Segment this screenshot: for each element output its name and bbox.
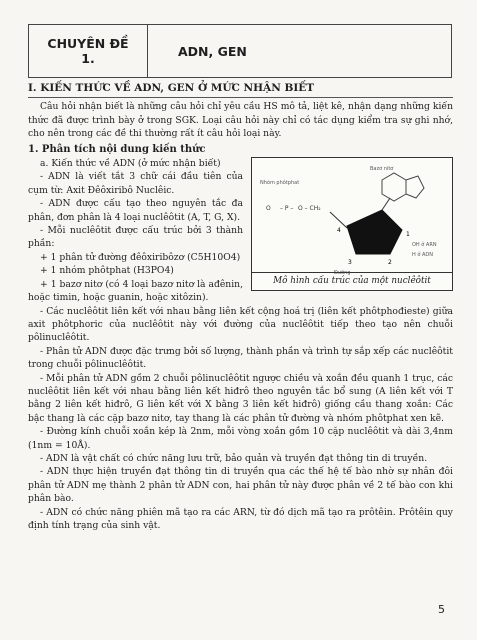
label-sugar: Đường: [334, 270, 351, 277]
label-oh: OH ở ARN: [412, 242, 437, 249]
line-6: + 1 bazơ nitơ (có 4 loại bazơ nitơ là ađênin, hoặc timin, hoặc guanin, hoặc xitôzin).: [28, 278, 243, 304]
chapter-title: ADN, GEN: [178, 43, 247, 59]
svg-text:4: 4: [337, 227, 341, 235]
line-2: - ADN được cấu tạo theo nguyên tắc đa phân, đơn phân là 4 loại nuclêôtit (A, T, G, X).: [28, 198, 243, 223]
section-title: I. KIẾN THỨC VỀ ADN, GEN Ở MỨC NHẬN BIẾT: [28, 82, 453, 98]
svg-text:3: 3: [348, 259, 352, 267]
nucleotide-figure: [251, 157, 453, 291]
topic-box: [29, 25, 148, 77]
subsection-a: a. Kiến thức về ADN (ở mức nhận biết): [40, 158, 221, 170]
intro-paragraph: Câu hỏi nhận biết là những câu hỏi chỉ yêu cầu HS mô tả, liệt kê, nhận dạng những kiến thức đã được trình bày ở trong SGK. Loại câu hỏi này chỉ có tác dụng kiểm tra sự ghi nhớ, cho nên trong các đề thi thường rất ít câu hỏi loại này.: [28, 101, 453, 140]
line-12: - ADN thực hiện truyền đạt thông tin di truyền qua các thế hệ tế bào nhờ sự nhân đôi phân tử ADN mẹ thành 2 phân tử ADN con, hai phân tử này được phân về 2 tế bào con khi phân bào.: [28, 466, 453, 505]
chapter-header: [28, 24, 452, 78]
svg-text:O: O: [266, 205, 271, 213]
svg-text:– P –: – P –: [280, 205, 294, 213]
line-11: - ADN là vật chất có chức năng lưu trữ, bảo quản và truyền đạt thông tin di truyền.: [40, 452, 428, 464]
line-5: + 1 nhóm phôtphat (H3PO4): [40, 265, 174, 277]
svg-text:O – CH₂: O – CH₂: [298, 205, 321, 213]
label-phosphate: Nhóm phôtphat: [260, 180, 300, 187]
line-7: - Các nuclêôtit liên kết với nhau bằng liên kết cộng hoá trị (liên kết phôtphođieste) giữa axit phôtphoric của nuclêôtit này với đường của nuclêôtit tiếp theo tạo nên chuỗi pôlinuclêôtit.: [28, 305, 453, 344]
line-1: - ADN là viết tắt 3 chữ cái đầu tiên của cụm từ: Axit Đêôxiribô Nuclêic.: [28, 171, 243, 196]
svg-text:2: 2: [388, 259, 392, 267]
topic-label: CHUYÊN ĐỀ: [47, 36, 129, 51]
line-3: - Mỗi nuclêôtit được cấu trúc bởi 3 thành phần:: [28, 225, 243, 250]
svg-text:1: 1: [406, 231, 410, 239]
line-13: - ADN có chức năng phiên mã tạo ra các ARN, từ đó dịch mã tạo ra prôtêin. Prôtêin quy định tính trạng của sinh vật.: [28, 506, 453, 531]
page-number: 5: [438, 603, 445, 616]
subsection-title: 1. Phân tích nội dung kiến thức: [28, 143, 206, 155]
topic-number: 1.: [81, 51, 95, 66]
label-h: H ở ADN: [412, 252, 434, 259]
line-4: + 1 phân tử đường đêôxiribôzơ (C5H10O4): [40, 251, 241, 263]
label-base: Bazơ nitơ: [370, 166, 394, 173]
line-9: - Mỗi phân tử ADN gồm 2 chuỗi pôlinuclêôtit ngược chiều và xoắn đều quanh 1 trục, các nuclêôtit liên kết với nhau bằng liên kết hiđrô theo nguyên tắc bổ sung (A liên kết với T bằng 2 liên kết hiđrô, G liên kết với X bằng 3 liên kết hiđrô) giống cầu thang xoắn: Các bậc thang là các cặp bazơ nitơ, tay thang là các phân tử đường và nhóm phôtphat xen kẽ.: [28, 372, 453, 424]
page-content: [28, 82, 453, 532]
line-8: - Phân tử ADN được đặc trưng bởi số lượng, thành phần và trình tự sắp xếp các nuclêôtit trong chuỗi pôlinuclêôtit.: [28, 345, 453, 371]
nucleotide-diagram: [252, 158, 452, 290]
line-10: - Đường kính chuỗi xoắn kép là 2nm, mỗi vòng xoắn gồm 10 cặp nuclêôtit và dài 3,4nm (1nm = 10Å).: [28, 426, 453, 451]
figure-caption: Mô hình cấu trúc của một nuclêôtit: [252, 272, 452, 288]
